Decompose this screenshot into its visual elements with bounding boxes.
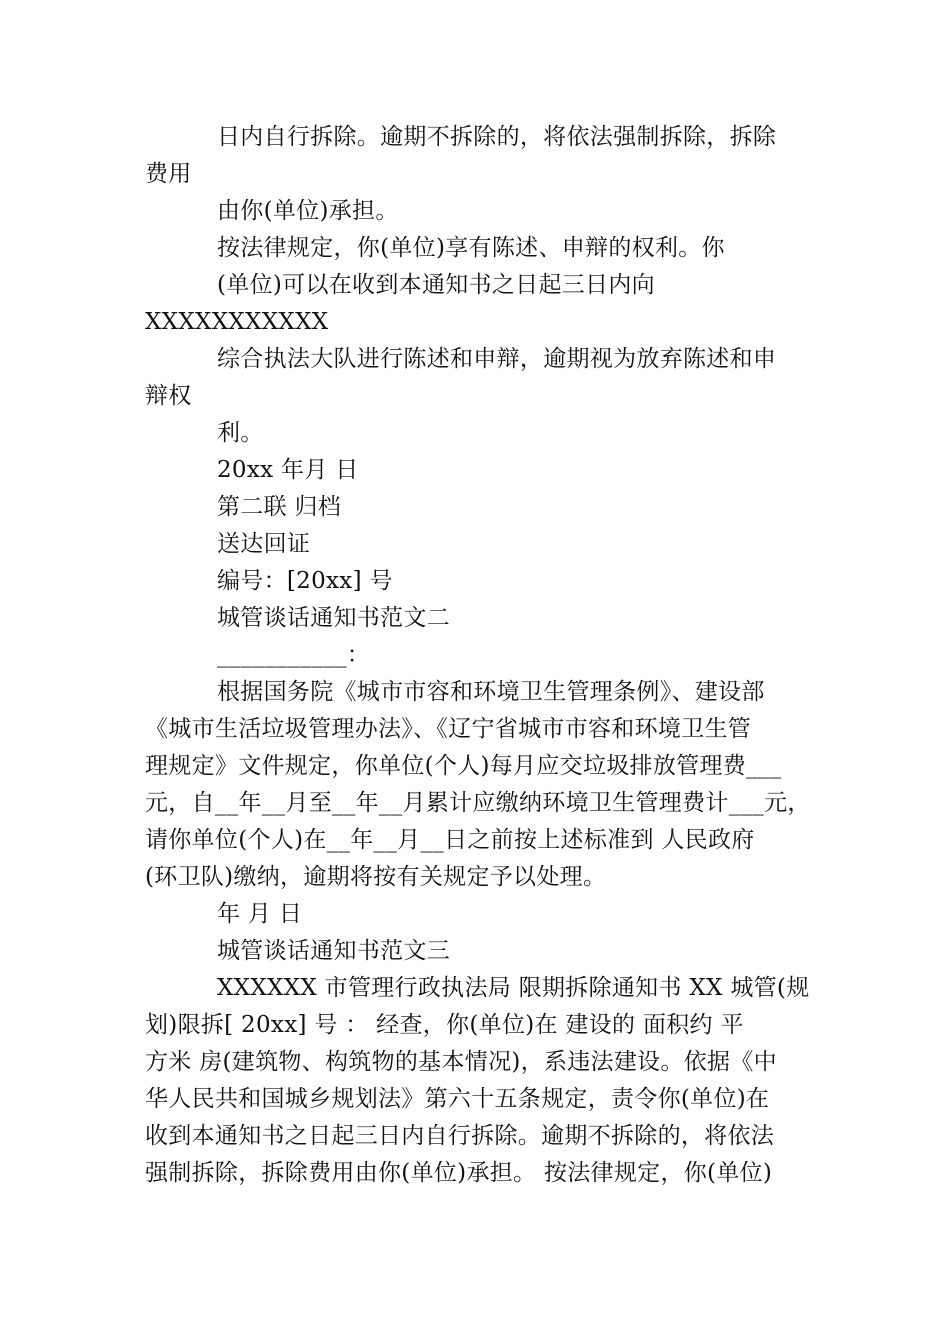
text-line: (环卫队)缴纳，逾期将按有关规定予以处理。: [145, 864, 607, 890]
text-line: 费用: [145, 161, 192, 187]
text-line: 按法律规定，你(单位)享有陈述、申辩的权利。你: [217, 235, 725, 261]
date-line: 年 月 日: [217, 901, 303, 927]
text-line: 收到本通知书之日起三日内自行拆除。逾期不拆除的，将依法: [145, 1123, 775, 1149]
recipient-blank: ___________：: [217, 642, 371, 668]
section-heading: 城管谈话通知书范文二: [217, 605, 450, 631]
text-line: 划)限拆[ 20xx] 号 ： 经查，你(单位)在 建设的 面积约 平: [145, 1012, 744, 1038]
text-line: 由你(单位)承担。: [217, 198, 399, 224]
text-line: 方米 房(建筑物、构筑物的基本情况)，系违法建设。依据《中: [145, 1049, 777, 1075]
text-line: (单位)可以在收到本通知书之日起三日内向: [217, 272, 655, 298]
text-line: 日内自行拆除。逾期不拆除的，将依法强制拆除，拆除: [217, 124, 777, 150]
text-line: 辩权: [145, 383, 192, 409]
text-line: 利。: [217, 420, 264, 446]
text-line: 请你单位(个人)在__年__月__日之前按上述标准到 人民政府: [145, 827, 755, 853]
text-line: 编号：[20xx] 号: [217, 568, 393, 594]
text-line: 《城市生活垃圾管理办法》、《辽宁省城市市容和环境卫生管: [145, 716, 752, 742]
text-line: XXXXXX 市管理行政执法局 限期拆除通知书 XX 城管(规: [217, 975, 810, 1001]
text-line: 送达回证: [217, 531, 311, 557]
text-line: 强制拆除，拆除费用由你(单位)承担。 按法律规定，你(单位): [145, 1160, 773, 1186]
text-line: 第二联 归档: [217, 494, 342, 520]
text-line: 理规定》文件规定，你单位(个人)每月应交垃圾排放管理费___: [145, 753, 782, 779]
text-line: XXXXXXXXXXX: [145, 309, 329, 335]
section-heading: 城管谈话通知书范文三: [217, 938, 450, 964]
text-line: 根据国务院《城市市容和环境卫生管理条例》、建设部: [217, 679, 765, 705]
text-line: 华人民共和国城乡规划法》第六十五条规定，责令你(单位)在: [145, 1086, 770, 1112]
date-line: 20xx 年月 日: [217, 457, 359, 483]
text-line: 综合执法大队进行陈述和申辩，逾期视为放弃陈述和申: [217, 346, 777, 372]
text-line: 元，自__年__月至__年__月累计应缴纳环境卫生管理费计___元，: [145, 790, 811, 816]
